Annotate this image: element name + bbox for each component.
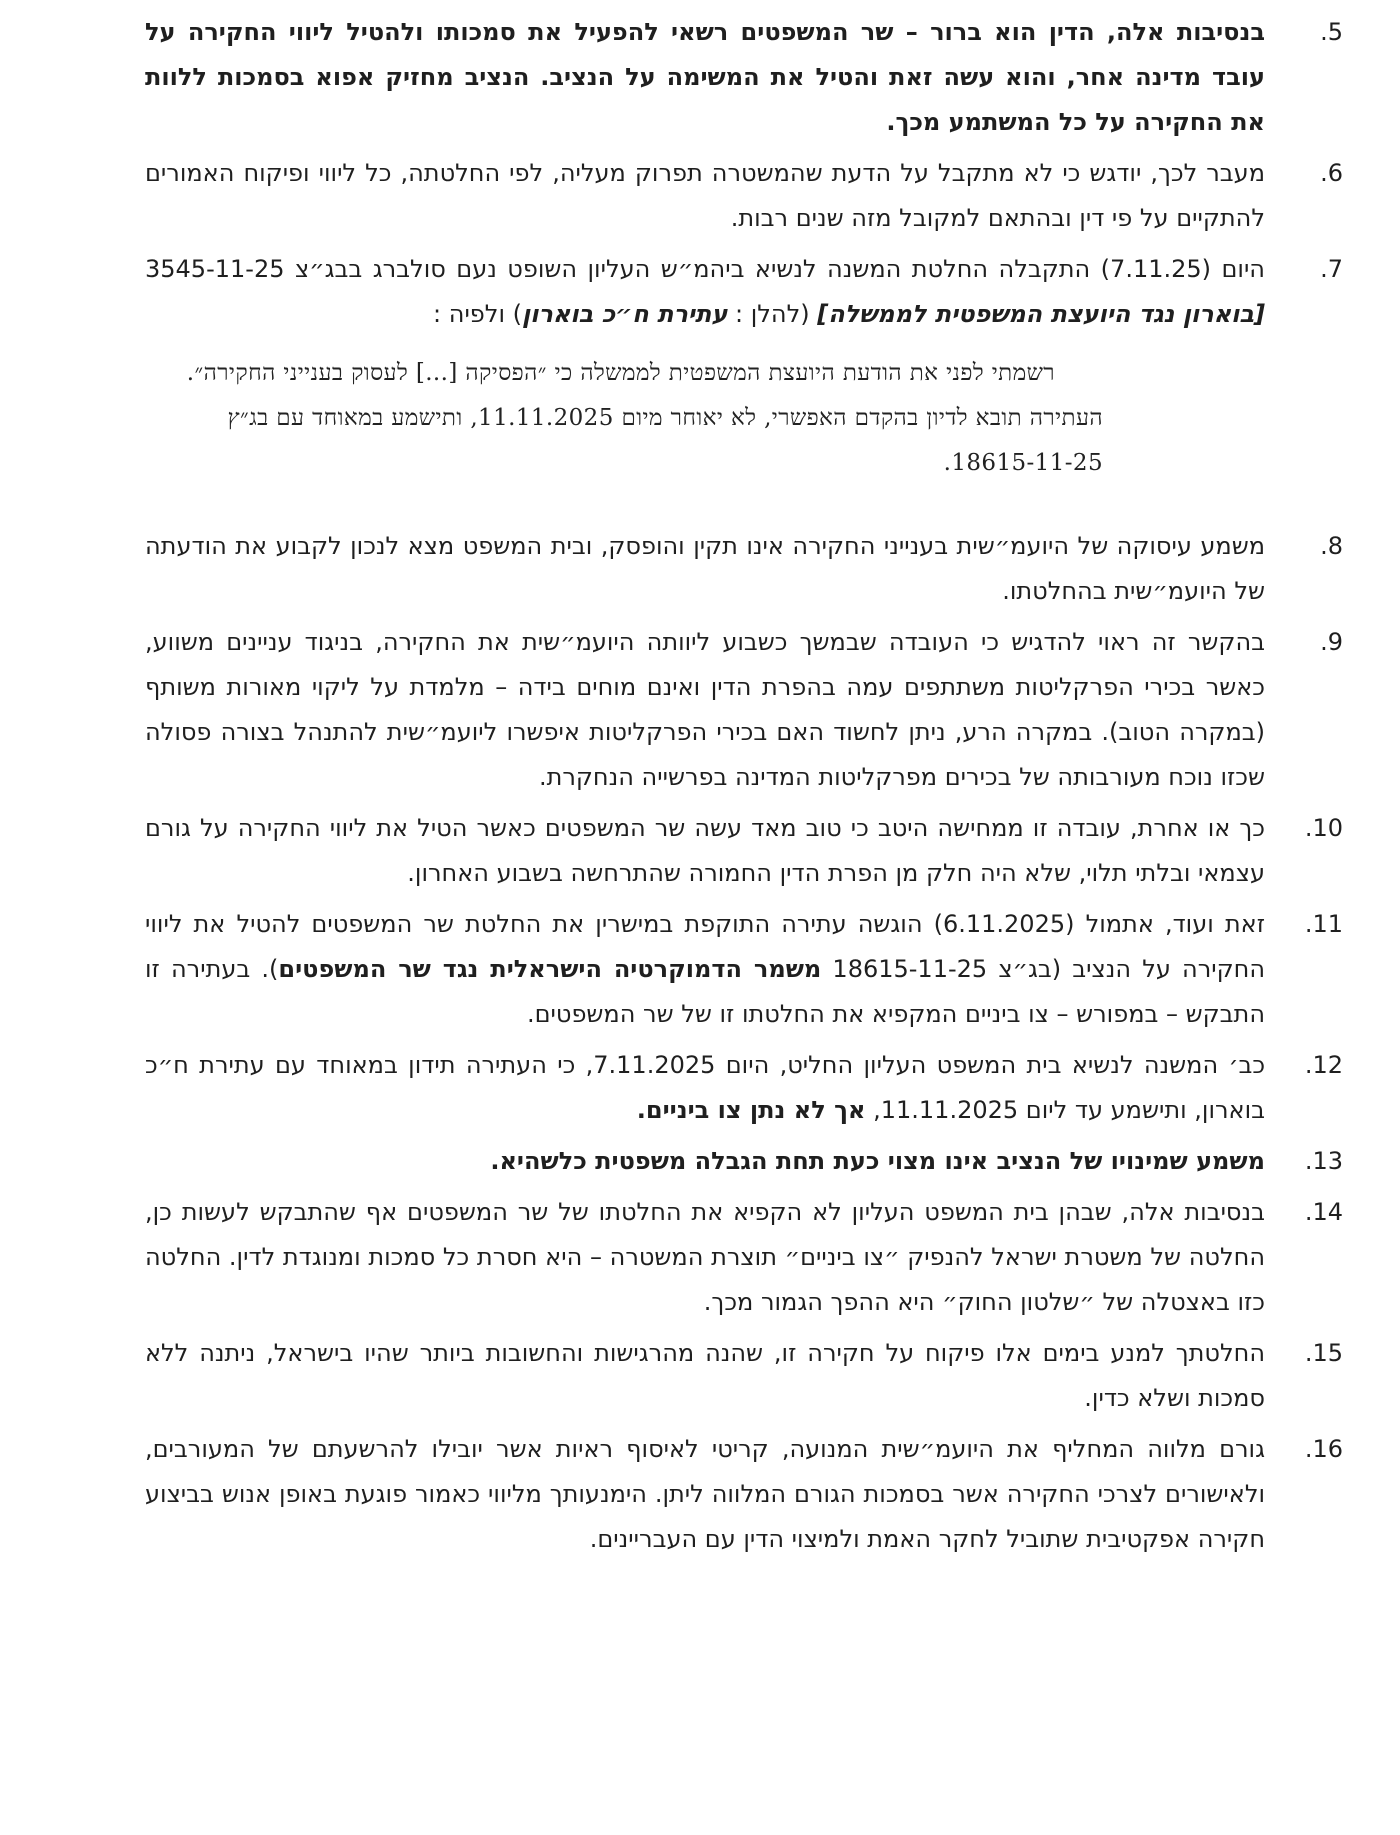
list-item <box>145 902 1343 1037</box>
item-number: 13. <box>1304 1147 1343 1175</box>
text-run: כב׳ המשנה לנשיא בית המשפט העליון החליט, היום 7.11.2025, כי העתירה תידון במאוחד עם עתירת ח״כ בוארון, ותישמע עד ליום 11.11.2025, <box>145 1051 1266 1124</box>
text-run: מעבר לכך, יודגש כי לא מתקבל על הדעת שהמשטרה תפרוק מעליה, לפי החלטתה, כל ליווי ופיקוח האמורים להתקיים על פי דין ובהתאם למקובל מזה שנים רבות. <box>145 159 1265 232</box>
list-item <box>145 620 1343 800</box>
text-run: החלטתך למנע בימים אלו פיקוח על חקירה זו, שהנה מהרגישות והחשובות ביותר שהיו בישראל, ניתנה ללא סמכות ושלא כדין. <box>145 1339 1265 1412</box>
item-text <box>145 806 1265 896</box>
item-text <box>145 1427 1265 1562</box>
item-number: 14. <box>1304 1198 1343 1226</box>
list-item <box>145 1139 1343 1184</box>
item-number: 10. <box>1304 814 1343 842</box>
item-number: 12. <box>1304 1051 1343 1079</box>
item-text <box>145 10 1265 145</box>
text-run: [בוארון נגד היועצת המשפטית לממשלה] <box>817 300 1265 328</box>
item-text <box>145 620 1265 800</box>
text-run: (להלן : <box>727 300 818 328</box>
list-item <box>145 10 1343 145</box>
item-text <box>145 1043 1265 1133</box>
item-number: 7. <box>1320 255 1343 283</box>
text-run: היום (7.11.25) התקבלה החלטת המשנה לנשיא ביהמ״ש העליון השופט נעם סולברג בבג״צ 3545-11-25 <box>145 255 1265 283</box>
text-run: משמע עיסוקה של היועמ״שית בענייני החקירה אינו תקין והופסק, ובית המשפט מצא לנכון לקבוע את הודעתה של היועמ״שית בהחלטתו. <box>145 532 1265 605</box>
text-run: גורם מלווה המחליף את היועמ״שית המנועה, קריטי לאיסוף ראיות אשר יובילו להרשעתם של המעורבים, ולאישורים לצרכי החקירה אשר בסמכות הגורם המלווה ליתן. הימנעותך מליווי כאמור פוגעת באופן אנוש בביצוע חקירה אפקטיבית שתוביל לחקר האמת ולמיצוי הדין עם העבריינים. <box>145 1435 1265 1553</box>
text-run: בנסיבות אלה, שבהן בית המשפט העליון לא הקפיא את החלטתו של שר המשפטים אף שהתבקש לעשות כן, החלטה של משטרת ישראל להנפיק ״צו ביניים״ תוצרת המשטרה – היא חסרת כל סמכות ומנוגדת לדין. החלטה כזו באצטלה של ״שלטון החוק״ היא ההפך הגמור מכך. <box>145 1198 1265 1316</box>
item-number: 8. <box>1320 532 1343 560</box>
text-run: ) ולפיה : <box>433 300 522 328</box>
item-text <box>145 1331 1265 1421</box>
item-number: 9. <box>1320 628 1343 656</box>
item-number: 16. <box>1304 1435 1343 1463</box>
document-body <box>145 10 1343 1562</box>
list-item <box>145 1043 1343 1133</box>
list-item <box>145 524 1343 614</box>
item-number: 6. <box>1320 159 1343 187</box>
item-text <box>145 524 1265 614</box>
item-number: 11. <box>1304 910 1343 938</box>
list-item <box>145 151 1343 241</box>
text-run: בהקשר זה ראוי להדגיש כי העובדה שבמשך כשבוע ליוותה היועמ״שית את החקירה, בניגוד עניינים משווע, כאשר בכירי הפרקליטות משתתפים עמה בהפרת הדין ואינם מוחים בידה – מלמדת על ליקוי מאורות משותף (במקרה הטוב). במקרה הרע, ניתן לחשוד האם בכירי הפרקליטות איפשרו ליועמ״שית להתנהל בצורה פסולה שכזו נוכח מעורבותה של בכירים מפרקליטות המדינה בפרשייה הנחקרת. <box>145 628 1265 791</box>
list-item <box>145 1190 1343 1325</box>
list-item <box>145 806 1343 896</box>
item-number: 15. <box>1304 1339 1343 1367</box>
text-run: אך לא נתן צו ביניים. <box>636 1096 866 1124</box>
item-text <box>145 151 1265 241</box>
text-run: כך או אחרת, עובדה זו ממחישה היטב כי טוב מאד עשה שר המשפטים כאשר הטיל את ליווי החקירה על גורם עצמאי ובלתי תלוי, שלא היה חלק מן הפרת הדין החמורה שהתרחשה בשבוע האחרון. <box>145 814 1265 887</box>
text-run: זאת ועוד, אתמול (6.11.2025) הוגשה עתירה התוקפת במישרין את החלטת שר המשפטים להטיל את ליווי החקירה על הנציב (בג״צ 18615-11-25 <box>145 910 1265 983</box>
text-run: עתירת ח״כ בוארון <box>521 300 728 328</box>
item-text <box>145 247 1265 337</box>
block-quote <box>173 351 1103 486</box>
list-item <box>145 247 1343 337</box>
list-item <box>145 1331 1343 1421</box>
item-text <box>145 902 1265 1037</box>
list-item <box>145 1427 1343 1562</box>
item-text <box>145 1139 1265 1184</box>
text-run: בנסיבות אלה, הדין הוא ברור – שר המשפטים רשאי להפעיל את סמכותו ולהטיל ליווי החקירה על עובד מדינה אחר, והוא עשה זאת והטיל את המשימה על הנציב. הנציב מחזיק אפוא בסמכות ללוות את החקירה על כל המשתמע מכך. <box>145 18 1265 136</box>
text-run: משמר הדמוקרטיה הישראלית נגד שר המשפטים <box>278 955 822 983</box>
text-run: רשמתי לפני את הודעת היועצת המשפטית לממשלה כי ״הפסיקה [...] לעסוק בענייני החקירה״. העתירה תובא לדיון בהקדם האפשרי, לא יאוחר מיום 11.11.2025, ותישמע במאוחד עם בג״ץ 18615-11-25. <box>186 360 1103 476</box>
item-number: 5. <box>1320 18 1343 46</box>
item-text <box>145 1190 1265 1325</box>
text-run: ). בעתירה זו התבקש – במפורש – צו ביניים המקפיא את החלטתו זו של שר המשפטים. <box>145 955 1265 1028</box>
text-run: משמע שמינויו של הנציב אינו מצוי כעת תחת הגבלה משפטית כלשהיא. <box>490 1147 1265 1175</box>
